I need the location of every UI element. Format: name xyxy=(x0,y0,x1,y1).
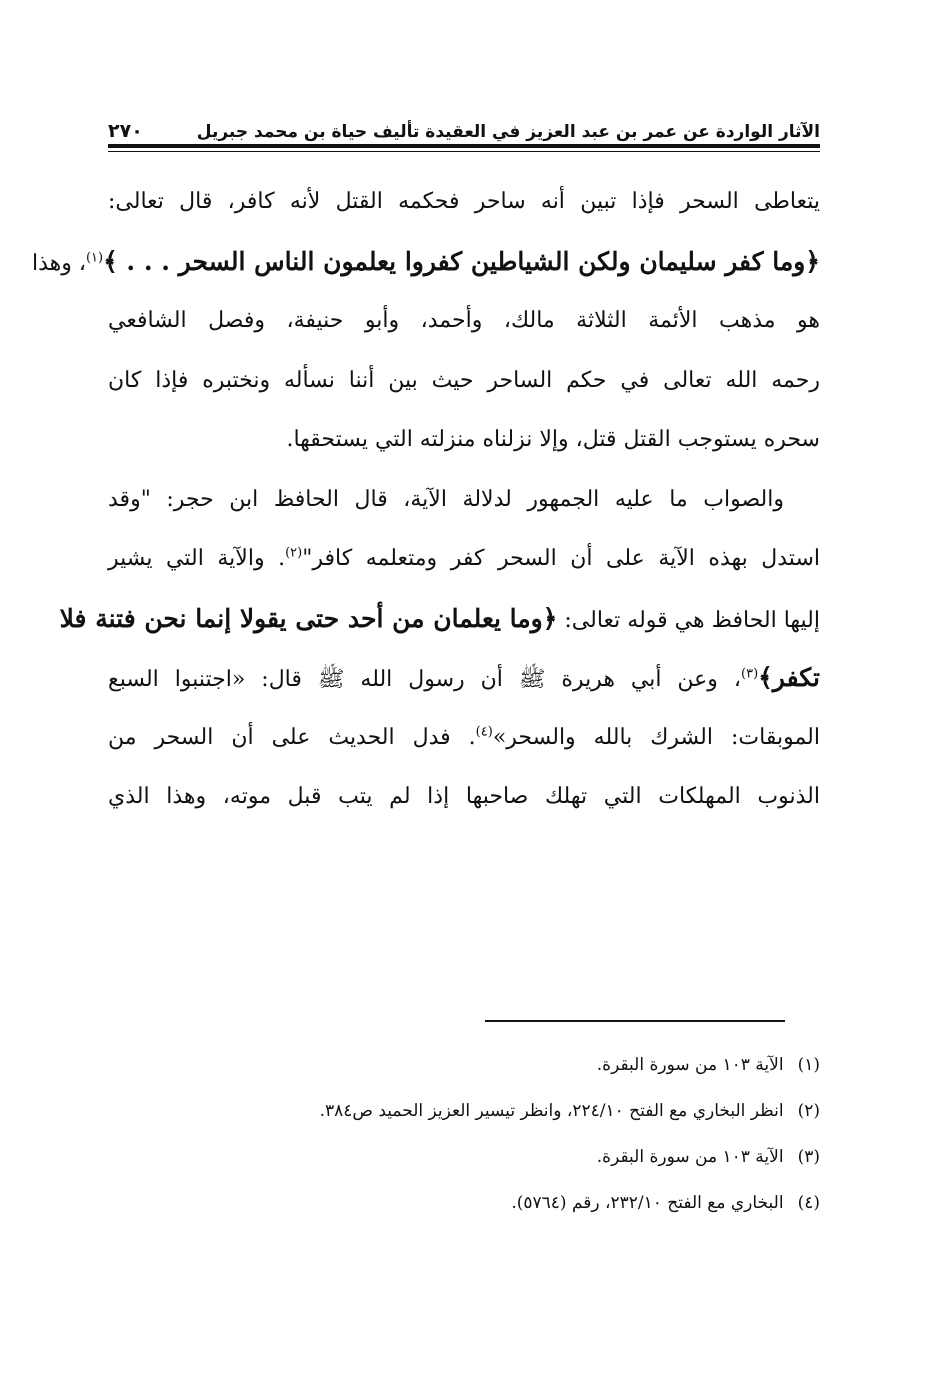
header-rule xyxy=(108,144,820,148)
text-line xyxy=(108,351,820,411)
text-line xyxy=(108,529,820,589)
main-text xyxy=(31,172,820,827)
text-line-6: والصواب ما عليه الجمهور لدلالة الآية، قال الحافظ ابن حجر: "وقد xyxy=(108,486,784,512)
text-line-9-rest: ، وعن أبي هريرة ﷺ أن رسول الله ﷺ قال: «اجتنبوا السبع xyxy=(108,667,741,692)
header-title: الآثار الواردة عن عمر بن عبد العزيز في العقيدة تأليف حياة بن محمد جبريل xyxy=(196,122,820,142)
text-line xyxy=(108,410,820,470)
footnote xyxy=(108,1134,820,1180)
footnote xyxy=(108,1088,820,1134)
text-line xyxy=(108,470,820,530)
text-line xyxy=(31,232,820,292)
quran-verse: ﴿وما يعلمان من أحد حتى يقولا إنما نحن فتنة فلا xyxy=(59,603,558,633)
page-number: ٢٧٠ xyxy=(108,120,143,142)
footnote-text: الآية ١٠٣ من سورة البقرة. xyxy=(596,1055,784,1075)
footnote-ref-4[interactable]: (٤) xyxy=(475,724,493,740)
footnote-ref-1[interactable]: (١) xyxy=(85,250,104,266)
footnote xyxy=(108,1042,820,1088)
text-line xyxy=(59,589,820,649)
quran-verse: ﴿وما كفر سليمان ولكن الشياطين كفروا يعلمون الناس السحر . . . ﴾ xyxy=(103,246,820,276)
text-line xyxy=(108,708,820,768)
text-line xyxy=(108,172,820,232)
footnote-text: انظر البخاري مع الفتح ٢٢٤/١٠، وانظر تيسير العزيز الحميد ص٣٨٤. xyxy=(319,1101,784,1121)
footnote-text: الآية ١٠٣ من سورة البقرة. xyxy=(596,1147,784,1167)
running-header xyxy=(108,108,820,142)
footnote-text: البخاري مع الفتح ٢٣٢/١٠، رقم (٥٧٦٤). xyxy=(511,1193,784,1213)
footnote-number: (٣) xyxy=(797,1147,820,1167)
text-line-1: يتعاطى السحر فإذا تبين أنه ساحر فحكمه القتل لأنه كافر، قال تعالى: xyxy=(108,189,820,214)
text-line-10a: الموبقات: الشرك بالله والسحر» xyxy=(492,724,820,750)
text-line-7b: . والآية التي يشير xyxy=(108,546,286,571)
footnote-number: (٢) xyxy=(797,1101,820,1121)
footnote-ref-3[interactable]: (٣) xyxy=(741,666,759,682)
text-line-5: سحره يستوجب القتل قتل، وإلا نزلناه منزلته التي يستحقها. xyxy=(286,427,820,452)
text-line xyxy=(108,648,820,708)
text-line-4: رحمه الله تعالى في حكم الساحر حيث بين أننا نسأله ونختبره فإذا كان xyxy=(108,367,820,393)
footnote-ref-2[interactable]: (٢) xyxy=(285,545,303,561)
text-line-8a: إليها الحافظ هي قوله تعالى: xyxy=(557,607,820,633)
header-rule-thin xyxy=(108,151,820,152)
text-line-11: الذنوب المهلكات التي تهلك صاحبها إذا لم يتب قبل موته، وهذا الذي xyxy=(108,784,820,809)
text-line xyxy=(108,291,820,351)
footnote-number: (٤) xyxy=(797,1193,820,1213)
text-line-3: هو مذهب الأئمة الثلاثة مالك، وأحمد، وأبو حنيفة، وفصل الشافعي xyxy=(108,308,820,333)
text-line-2-rest: ، وهذا xyxy=(31,250,86,276)
footnote-separator xyxy=(485,1020,785,1022)
text-line xyxy=(108,767,820,827)
text-line-7a: استدل بهذه الآية على أن السحر كفر ومتعلمه كافر" xyxy=(302,546,820,571)
text-line-10b: . فدل الحديث على أن السحر من xyxy=(108,724,476,750)
footnote-number: (١) xyxy=(797,1055,820,1075)
quran-verse-end: تكفر﴾ xyxy=(758,663,820,692)
footnotes xyxy=(108,1042,820,1226)
footnote xyxy=(108,1180,820,1226)
